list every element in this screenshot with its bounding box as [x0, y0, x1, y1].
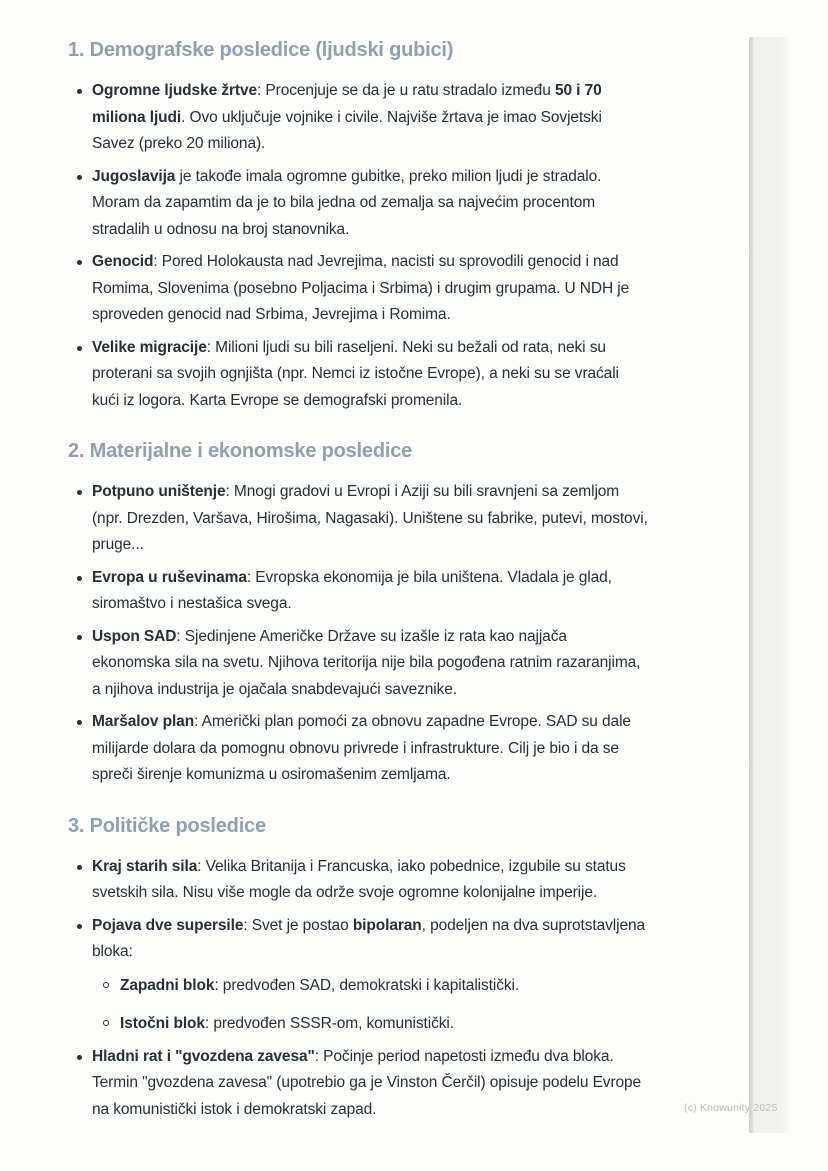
- item-text: Potpuno uništenje: Mnogi gradovi u Evropi i Aziji su bili sravnjeni sa zemljom (npr. Drezden, Varšava, Hirošima, Nagasaki). Uništene su fabrike, putevi, mostovi, pruge...: [92, 483, 648, 553]
- item-text: Zapadni blok: predvođen SAD, demokratski i kapitalistički.: [120, 976, 520, 994]
- next-page-edge: [749, 37, 790, 1133]
- sub-list-item: [92, 1011, 648, 1038]
- item-text: Hladni rat i "gvozdena zavesa": Počinje period napetosti između dva bloka. Termin "gvozdena zavesa" (upotrebio ga je Vinston Čerčil) opisuje podelu Evrope na komunistički istok i demokratski zapad.: [92, 1047, 642, 1118]
- item-text: Jugoslavija je takođe imala ogromne gubitke, preko milion ljudi je stradalo. Moram da zapamtim da je to bila jedna od zemalja sa najvećim procentom stradalih u odnosu na broj stanovnika.: [92, 167, 602, 238]
- item-text: Genocid: Pored Holokausta nad Jevrejima, nacisti su sprovodili genocid i nad Romima, Slovenima (posebno Poljacima i Srbima) i drugim grupama. U NDH je sproveden genocid nad Srbima, Jevrejima i Romima.: [92, 253, 630, 323]
- list-item: [68, 709, 648, 789]
- item-text: Evropa u ruševinama: Evropska ekonomija je bila uništena. Vladala je glad, siromaštvo i nestašica svega.: [92, 568, 612, 612]
- section-heading: 3. Političke posledice: [68, 814, 266, 837]
- list-item: [68, 1044, 648, 1124]
- item-text: Uspon SAD: Sjedinjene Američke Države su izašle iz rata kao najjača ekonomska sila na svetu. Njihova teritorija nije bila pogođena ratnim razaranjima, a njihova industrija je ojačala snabdevajući saveznike.: [92, 627, 641, 698]
- item-text: Maršalov plan: Američki plan pomoći za obnovu zapadne Evrope. SAD su dale milijarde dolara da pomognu obnovu privrede i infrastrukture. Cilj je bio i da se spreči širenje komunizma u osiromašenim zemljama.: [92, 713, 631, 783]
- list-item: [68, 164, 648, 244]
- circle-bullet-icon: [103, 982, 109, 988]
- list-item: [68, 335, 648, 415]
- disc-bullet-icon: [77, 924, 82, 929]
- list-item: [68, 479, 648, 559]
- bullet-list: [68, 854, 648, 1124]
- list-item: [68, 565, 648, 618]
- list-item: [68, 624, 648, 704]
- item-text: Velike migracije: Milioni ljudi su bili raseljeni. Neki su bežali od rata, neki su proterani sa svojih ognjišta (npr. Nemci iz istočne Evrope), a neki su se vraćali kući iz logora. Karta Evrope se demografski promenila.: [92, 338, 619, 409]
- list-item: [68, 249, 648, 329]
- item-text: Pojava dve supersile: Svet je postao bipolaran, podeljen na dva suprotstavljena bloka:: [92, 916, 645, 960]
- document-section: [68, 814, 648, 1124]
- item-text: Ogromne ljudske žrtve: Procenjuje se da je u ratu stradalo između 50 i 70 miliona ljudi. Ovo uključuje vojnike i civile. Najviše žrtava je imao Sovjetski Savez (preko 20 miliona).: [92, 82, 602, 152]
- section-heading: 2. Materijalne i ekonomske posledice: [68, 440, 413, 462]
- disc-bullet-icon: [77, 89, 82, 94]
- document-section: [68, 38, 648, 414]
- list-item: [68, 913, 648, 1038]
- list-item: [68, 78, 648, 158]
- bullet-list: [68, 78, 648, 414]
- section-heading: 1. Demografske posledice (ljudski gubici): [68, 39, 454, 61]
- sub-bullet-list: [92, 973, 648, 1038]
- watermark: (c) Knowunity 2025: [684, 1102, 778, 1114]
- disc-bullet-icon: [77, 635, 82, 640]
- item-text: Istočni blok: predvođen SSSR-om, komunistički.: [120, 1015, 454, 1032]
- item-text: Kraj starih sila: Velika Britanija i Francuska, iako pobednice, izgubile su status svetskih sila. Nisu više mogle da održe svoje ogromne kolonijalne imperije.: [92, 857, 626, 901]
- disc-bullet-icon: [77, 260, 82, 265]
- list-item: [68, 854, 648, 907]
- document-content: [68, 38, 648, 1129]
- disc-bullet-icon: [77, 1055, 82, 1060]
- disc-bullet-icon: [77, 490, 82, 495]
- document-section: [68, 439, 648, 789]
- disc-bullet-icon: [77, 865, 82, 870]
- disc-bullet-icon: [77, 175, 82, 180]
- sub-list-item: [92, 973, 648, 1000]
- disc-bullet-icon: [77, 576, 82, 581]
- disc-bullet-icon: [77, 346, 82, 351]
- bullet-list: [68, 479, 648, 789]
- circle-bullet-icon: [103, 1020, 109, 1026]
- disc-bullet-icon: [77, 720, 82, 725]
